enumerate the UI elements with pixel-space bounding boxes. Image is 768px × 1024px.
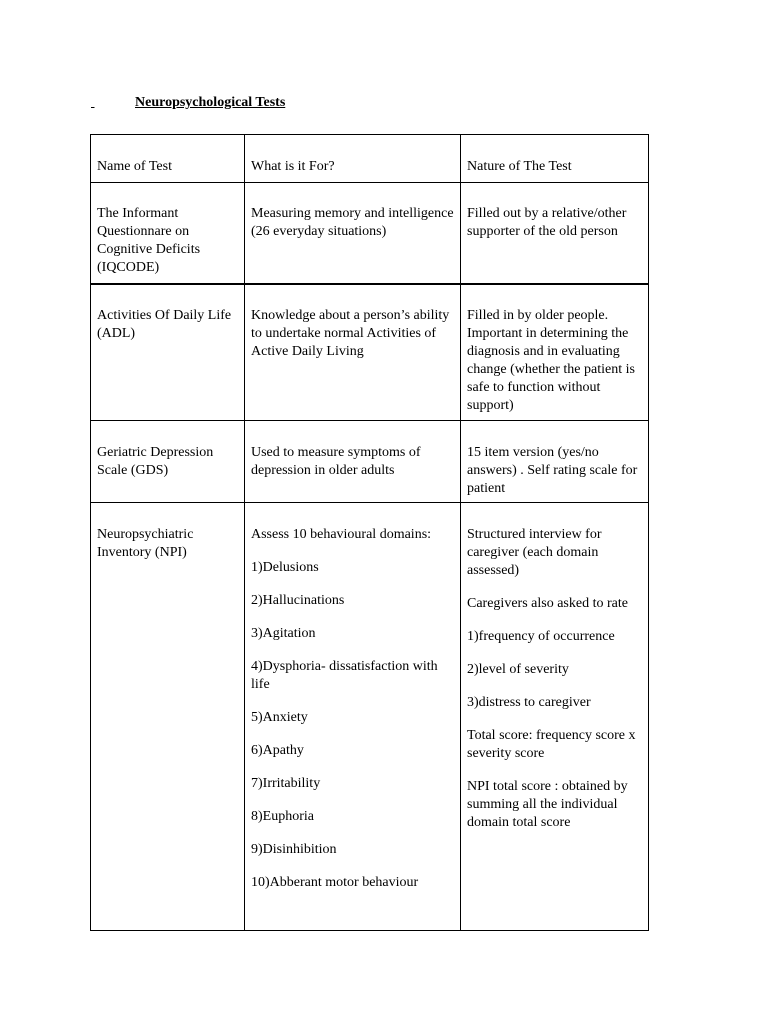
domain-list-item: 10)Abberant motor behaviour bbox=[251, 875, 419, 890]
cell-test-purpose: Measuring memory and intelligence (26 everyday situations) bbox=[245, 183, 461, 284]
nature-paragraph: NPI total score : obtained by summing all the individual domain total score bbox=[467, 779, 628, 830]
header-cell-purpose: What is it For? bbox=[245, 135, 461, 183]
domain-list-item: 2)Hallucinations bbox=[251, 593, 345, 608]
cell-test-purpose bbox=[245, 503, 461, 931]
nature-paragraph: Total score: frequency score x severity score bbox=[467, 728, 636, 761]
table-row-npi bbox=[91, 503, 649, 931]
nature-paragraph: 3)distress to caregiver bbox=[467, 695, 591, 710]
table-row-iqcode bbox=[91, 183, 649, 284]
cell-test-nature: Filled out by a relative/other supporter of the old person bbox=[461, 183, 649, 284]
domain-list-item: 1)Delusions bbox=[251, 560, 319, 575]
cell-test-purpose: Used to measure symptoms of depression in older adults bbox=[245, 421, 461, 503]
cell-test-name: Geriatric Depression Scale (GDS) bbox=[91, 421, 245, 503]
cell-test-nature: Filled in by older people. Important in determining the diagnosis and in evaluating change (whether the patient is safe to function without support) bbox=[461, 284, 649, 421]
domain-list-item: 5)Anxiety bbox=[251, 710, 308, 725]
table-row-adl bbox=[91, 284, 649, 421]
neuropsychological-tests-table bbox=[90, 134, 649, 931]
purpose-intro: Assess 10 behavioural domains: bbox=[251, 527, 432, 542]
domain-list-item: 6)Apathy bbox=[251, 743, 304, 758]
domain-list-item: 8)Euphoria bbox=[251, 809, 314, 824]
nature-paragraph: 2)level of severity bbox=[467, 662, 569, 677]
header-cell-name: Name of Test bbox=[91, 135, 245, 183]
cell-test-name: Activities Of Daily Life (ADL) bbox=[91, 284, 245, 421]
nature-paragraph: Caregivers also asked to rate bbox=[467, 596, 628, 611]
cell-test-name: The Informant Questionnare on Cognitive Deficits (IQCODE) bbox=[91, 183, 245, 284]
cell-test-nature bbox=[461, 503, 649, 931]
header-cell-nature: Nature of The Test bbox=[461, 135, 649, 183]
domain-list-item: 3)Agitation bbox=[251, 626, 316, 641]
table-row-gds bbox=[91, 421, 649, 503]
cell-test-purpose: Knowledge about a person’s ability to undertake normal Activities of Active Daily Living bbox=[245, 284, 461, 421]
cell-test-nature: 15 item version (yes/no answers) . Self rating scale for patient bbox=[461, 421, 649, 503]
table-header-row bbox=[91, 135, 649, 183]
nature-paragraph: 1)frequency of occurrence bbox=[467, 629, 615, 644]
domain-list-item: 4)Dysphoria- dissatisfaction with life bbox=[251, 659, 438, 692]
domain-list-item: 7)Irritability bbox=[251, 776, 321, 791]
document-title-text: Neuropsychological Tests bbox=[135, 95, 286, 110]
cell-test-name: Neuropsychiatric Inventory (NPI) bbox=[91, 503, 245, 931]
document-title bbox=[91, 93, 299, 113]
nature-paragraph: Structured interview for caregiver (each domain assessed) bbox=[467, 527, 602, 578]
title-indent bbox=[91, 93, 135, 113]
domain-list-item: 9)Disinhibition bbox=[251, 842, 337, 857]
